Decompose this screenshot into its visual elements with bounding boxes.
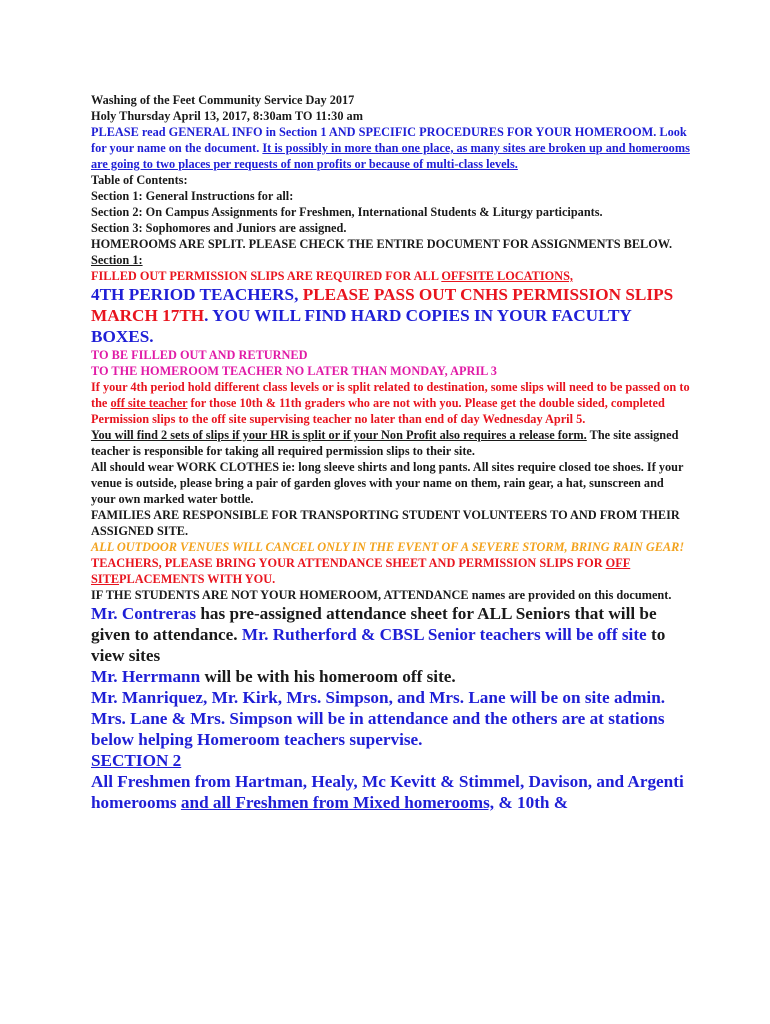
mixed-homerooms: and all Freshmen from Mixed homerooms, — [180, 793, 495, 812]
view-sites-text: to view sites — [91, 625, 666, 665]
placements-text: PLACEMENTS WITH YOU. — [119, 572, 276, 586]
work-clothes-note: All should wear WORK CLOTHES ie: long sleeve shirts and long pants. All sites require closed toe shoes. If your venue is outside, please bring a pair of garden gloves with your name on them, rain gear, a hat, sunscreen and your own marked water bottle. — [91, 460, 684, 506]
slip-sets-note — [91, 427, 691, 459]
section-2-heading: SECTION 2 — [91, 751, 182, 770]
offsite-locations-text: OFFSITE LOCATIONS, — [441, 269, 573, 283]
freshmen-assignment — [91, 771, 691, 813]
split-period-instructions — [91, 379, 691, 427]
document-page — [91, 92, 691, 813]
fourth-period-teachers: 4TH PERIOD TEACHERS, — [91, 285, 299, 304]
contreras-text: has pre-assigned attendance sheet for ALL Seniors that will be given to attendance. — [91, 604, 657, 644]
tenth-grade-text: & 10th & — [498, 793, 569, 812]
herrmann-text: will be with his homeroom off site. — [204, 667, 456, 686]
toc-section-3: Section 3: Sophomores and Juniors are assigned. — [91, 221, 347, 235]
return-instruction-1: TO BE FILLED OUT AND RETURNED — [91, 348, 308, 362]
pass-out-slips: PLEASE PASS OUT CNHS PERMISSION SLIPS MARCH 17TH — [91, 285, 674, 325]
homerooms-split-notice: HOMEROOMS ARE SPLIT. PLEASE CHECK THE ENTIRE DOCUMENT FOR ASSIGNMENTS BELOW. — [91, 237, 673, 251]
split-period-text: If your 4th period hold different class levels or is split related to destination, some slips will need to be passed on to the — [91, 380, 690, 410]
toc-section-2: Section 2: On Campus Assignments for Freshmen, International Students & Liturgy participants. — [91, 205, 603, 219]
hard-copies-note: . YOU WILL FIND HARD COPIES IN YOUR FACULTY BOXES. — [91, 306, 632, 346]
two-sets-text: You will find 2 sets of slips if your HR is split or if your Non Profit also requires a release form. — [91, 428, 587, 442]
contreras-note — [91, 603, 691, 666]
herrmann-name: Mr. Herrmann — [91, 667, 201, 686]
return-instruction-2: TO THE HOMEROOM TEACHER NO LATER THAN MONDAY, APRIL 3 — [91, 364, 497, 378]
teachers-bring-text: TEACHERS, PLEASE BRING YOUR ATTENDANCE SHEET AND PERMISSION SLIPS FOR — [91, 556, 603, 570]
site-teacher-responsibility: The site assigned teacher is responsible for taking all required permission slips to their site. — [91, 428, 679, 458]
freshmen-homerooms: All Freshmen from Hartman, Healy, Mc Kevitt & Stimmel, Davison, and Argenti homerooms — [91, 772, 684, 812]
rutherford-text: Mr. Rutherford & CBSL Senior teachers will be off site — [241, 625, 647, 644]
toc-heading: Table of Contents: — [91, 173, 188, 187]
general-info-text: PLEASE read GENERAL INFO in Section 1 AND SPECIFIC PROCEDURES FOR YOUR HOMEROOM. Look for your name on the document. — [91, 125, 687, 155]
admin-note: Mr. Manriquez, Mr. Kirk, Mrs. Simpson, and Mrs. Lane will be on site admin. — [91, 688, 666, 707]
attendance-supervision-note: Mrs. Lane & Mrs. Simpson will be in attendance and the others are at stations below helping Homeroom teachers supervise. — [91, 709, 665, 749]
off-site-teacher-text: off site teacher — [110, 396, 188, 410]
permission-slips-required — [91, 268, 691, 284]
contreras-name: Mr. Contreras — [91, 604, 197, 623]
split-period-deadline: for those 10th & 11th graders who are not with you. Please get the double sided, completed Permission slips to the off site supervising teacher no later than end of day Wednesday April 5. — [91, 396, 665, 426]
families-transport-note: FAMILIES ARE RESPONSIBLE FOR TRANSPORTING STUDENT VOLUNTEERS TO AND FROM THEIR ASSIGNED SITE. — [91, 508, 680, 538]
event-title: Washing of the Feet Community Service Day 2017 — [91, 93, 355, 107]
outdoor-venues-note: ALL OUTDOOR VENUES WILL CANCEL ONLY IN THE EVENT OF A SEVERE STORM, BRING RAIN GEAR! — [91, 540, 685, 554]
off-site-text: OFF SITE — [91, 556, 631, 586]
toc-section-1: Section 1: General Instructions for all: — [91, 189, 294, 203]
attendance-note: IF THE STUDENTS ARE NOT YOUR HOMEROOM, ATTENDANCE names are provided on this document. — [91, 588, 672, 602]
herrmann-note — [91, 666, 691, 687]
section-1-heading: Section 1: — [91, 253, 143, 267]
event-date: Holy Thursday April 13, 2017, 8:30am TO 11:30 am — [91, 109, 363, 123]
multiple-places-note: It is possibly in more than one place, as many sites are broken up and homerooms are going to two places per requests of non profits or because of multi-class levels. — [91, 141, 690, 171]
general-info-notice — [91, 124, 691, 172]
teachers-bring-note — [91, 555, 691, 587]
permission-slips-text: FILLED OUT PERMISSION SLIPS ARE REQUIRED FOR ALL — [91, 269, 439, 283]
fourth-period-notice — [91, 284, 691, 347]
